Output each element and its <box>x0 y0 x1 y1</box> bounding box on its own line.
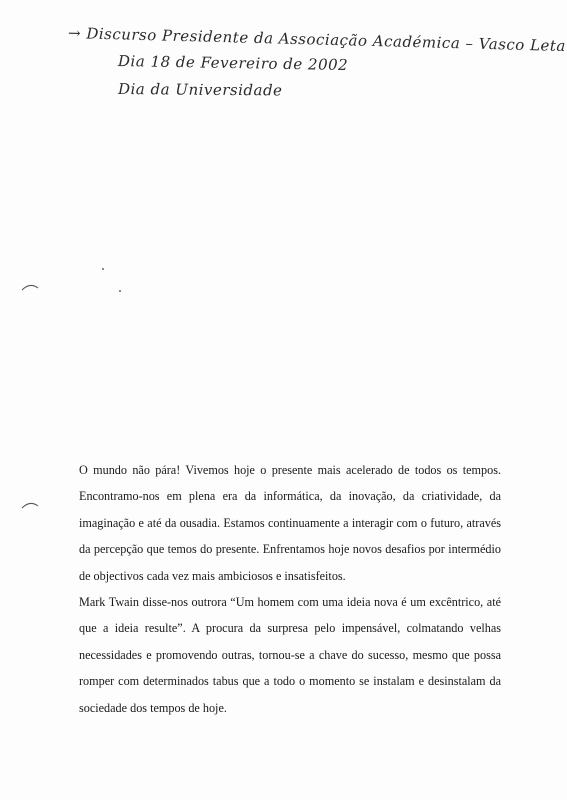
punch-hole-mark-bottom <box>20 500 40 510</box>
scan-speck <box>102 268 104 270</box>
punch-hole-mark-top <box>20 282 40 292</box>
speech-body <box>79 457 501 721</box>
handwritten-date: Dia 18 de Fevereiro de 2002 <box>117 52 349 75</box>
paragraph: Mark Twain disse-nos outrora “Um homem com uma ideia nova é um excêntrico, até que a ideia resulte”. A procura da surpresa pelo impensável, colmatando velhas necessidades e promovendo outras, tornou-se a chave do sucesso, mesmo que possa romper com determinados tabus que a todo o momento se instalam e desinstalam da sociedade dos tempos de hoje. <box>79 595 501 715</box>
handwritten-occasion: Dia da Universidade <box>117 80 283 100</box>
handwritten-title: → Discurso Presidente da Associação Académica – Vasco Leta <box>67 24 567 56</box>
scan-speck <box>119 290 121 292</box>
paragraph: O mundo não pára! Vivemos hoje o presente mais acelerado de todos os tempos. Encontramo-nos em plena era da informática, da inovação, da criatividade, da imaginação e até da ousadia. Estamos continuamente a interagir com o futuro, através da percepção que temos do presente. Enfrentamos hoje novos desafios por intermédio de objectivos cada vez mais ambiciosos e insatisfeitos. <box>79 463 501 583</box>
